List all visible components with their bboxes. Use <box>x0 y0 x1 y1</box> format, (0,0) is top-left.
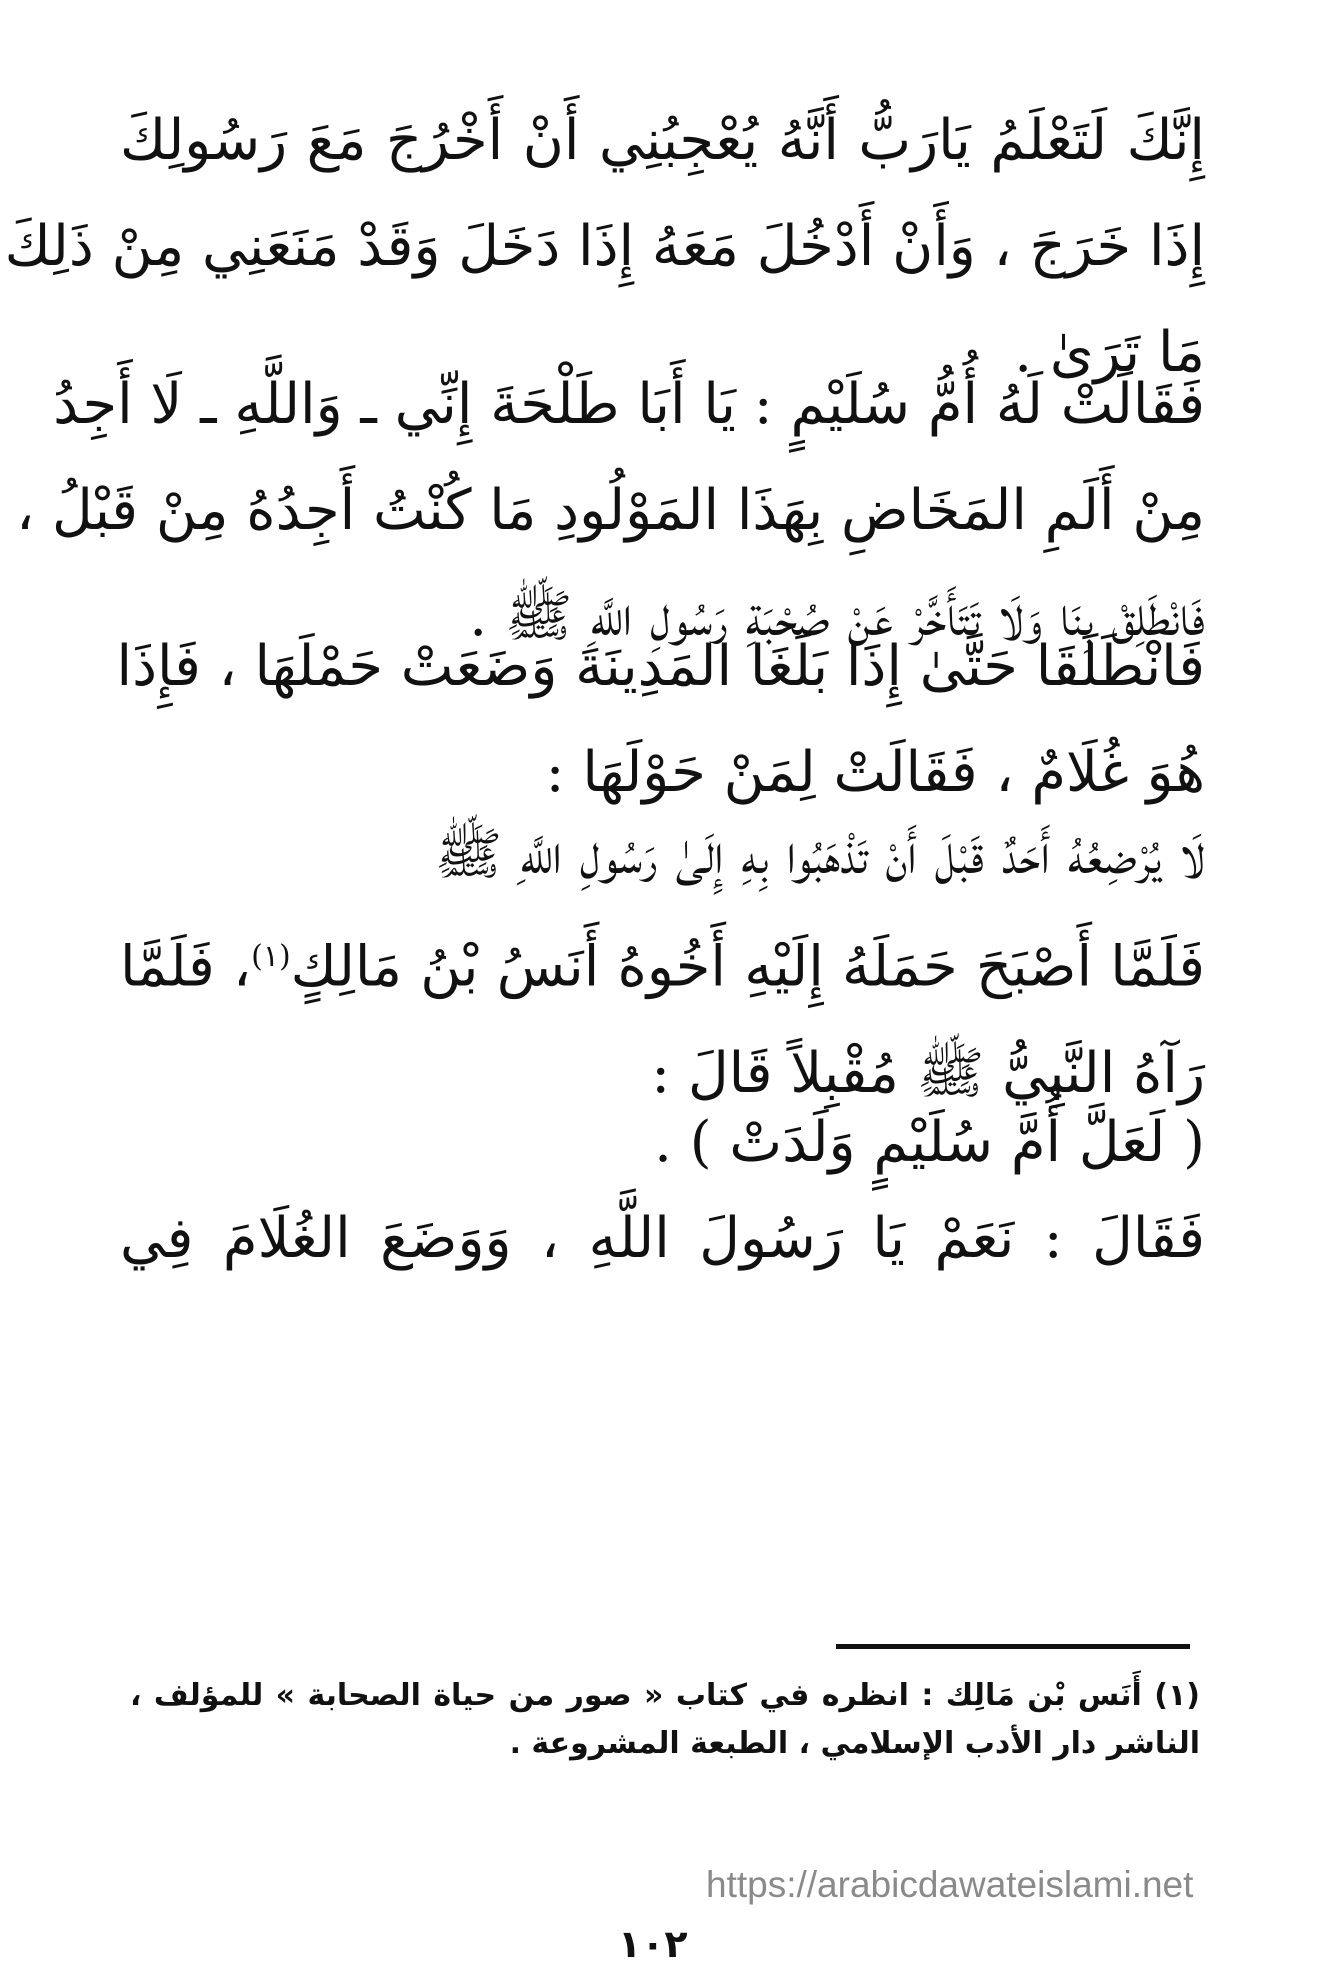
text-line: إِنَّكَ لَتَعْلَمُ يَارَبُّ أَنَّهُ يُعْجِبُنِي أَنْ أَخْرُجَ مَعَ رَسُولِكَ <box>120 108 1205 173</box>
text-line: رَآهُ النَّبِيُّ ﷺ مُقْبِلاً قَالَ : <box>651 1040 1205 1106</box>
text-run: ، فَلَمَّا <box>120 934 252 1000</box>
paragraph-4 <box>120 802 1205 908</box>
text-line: فَانْطَلِقْ بِنَا وَلَا تَتَأَخَّرْ عَنْ صُحْبَةِ رَسُولِ اللَّهِ ﷺ . <box>469 584 1205 649</box>
text-line: لَا يُرْضِعُهُ أَحَدٌ قَبْلَ أَنْ تَذْهَبُوا بِهِ إِلَىٰ رَسُولِ اللَّهِ ﷺ <box>434 822 1205 887</box>
text-line: هُوَ غُلَامٌ ، فَقَالَتْ لِمَنْ حَوْلَهَا : <box>545 740 1205 805</box>
footnote-divider <box>836 1644 1190 1649</box>
text-line: فَقَالَتْ لَهُ أُمُّ سُلَيْمٍ : يَا أَبَا طَلْحَةَ إِنِّي ـ وَاللَّهِ ـ لَا أَجِدُ <box>53 372 1205 437</box>
text-line: فَقَالَ : نَعَمْ يَا رَسُولَ اللَّهِ ، وَوَضَعَ الغُلَامَ فِي <box>120 1206 1205 1271</box>
text-line <box>120 904 1205 1021</box>
paragraph-6 <box>120 1186 1205 1292</box>
text-line: إِذَا خَرَجَ ، وَأَنْ أَدْخُلَ مَعَهُ إِذَا دَخَلَ وَقَدْ مَنَعَنِي مِنْ ذَلِكَ <box>4 214 1205 279</box>
text-line: مِنْ أَلَمِ المَخَاضِ بِهَذَا المَوْلُودِ مَا كُنْتُ أَجِدُهُ مِنْ قَبْلُ ، <box>16 478 1205 543</box>
page-number: ١٠٢ <box>618 1922 688 1966</box>
paragraph-3 <box>116 614 1205 826</box>
text-line: ( لَعَلَّ أُمَّ سُلَيْمٍ وَلَدَتْ ) . <box>654 1110 1205 1175</box>
text-line: فَانْطَلَقَا حَتَّىٰ إِذَا بَلَغَا المَدِينَةَ وَضَعَتْ حَمْلَهَا ، فَإِذَا <box>116 634 1205 699</box>
footnote-line: الناشر دار الأدب الإسلامي ، الطبعة المشروعة . <box>509 1726 1200 1761</box>
footnote-line: (١) أَنَس بْن مَالِك : انظره في كتاب « صور من حياة الصحابة » للمؤلف ، <box>130 1678 1200 1713</box>
watermark-url: https://arabicdawateislami.net <box>706 1864 1194 1905</box>
text-run: فَلَمَّا أَصْبَحَ حَمَلَهُ إِلَيْهِ أَخُوهُ أَنَسُ بْنُ مَالِكٍ <box>290 934 1206 1000</box>
quote-line <box>120 1090 1205 1196</box>
footnotes <box>130 1672 1200 1768</box>
footnote-marker: (١) <box>251 939 291 974</box>
text-line: مَا تَرَىٰ . <box>1014 320 1205 385</box>
